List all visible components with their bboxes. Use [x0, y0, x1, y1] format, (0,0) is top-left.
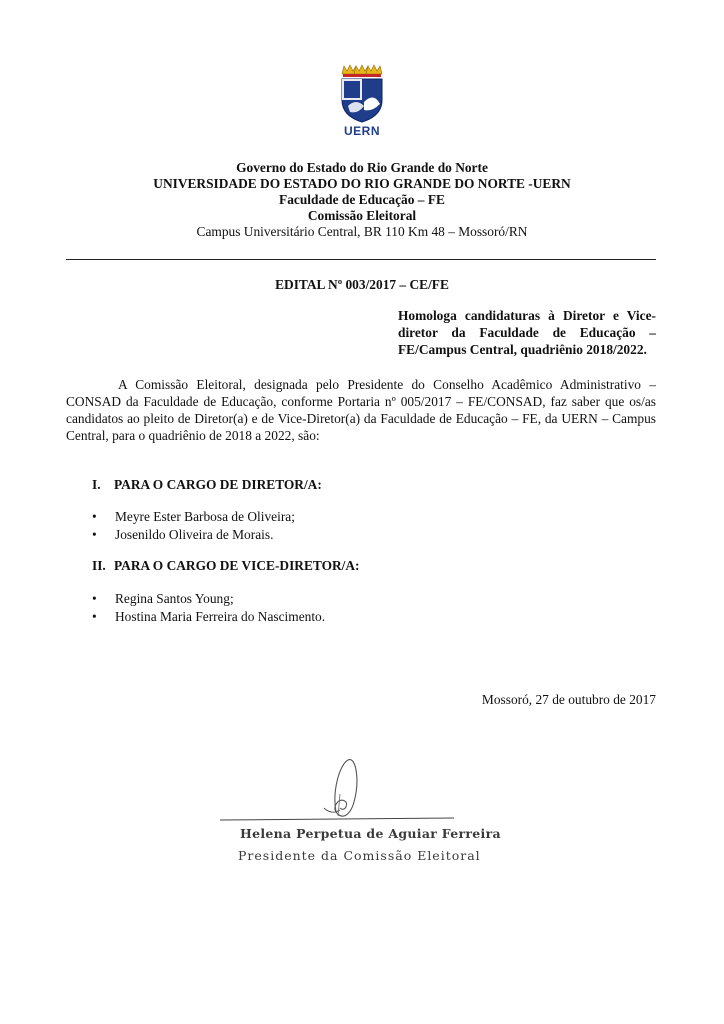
section-number: II.: [92, 558, 106, 573]
intro-paragraph: A Comissão Eleitoral, designada pelo Presidente do Conselho Acadêmico Administrativo – CONSAD da Faculdade de Educação, conforme Portaria nº 005/2017 – FE/CONSAD, faz saber que os/as candidatos ao pleito de Diretor(a) e de Vice-Diretor(a) da Faculdade de Educação – FE, da UERN – Campus Central, para o quadriênio de 2018 a 2022, são:: [66, 377, 656, 443]
candidate-name: Meyre Ester Barbosa de Oliveira;: [115, 509, 295, 524]
section-vice-director-title: [92, 558, 360, 574]
candidate-name: Hostina Maria Ferreira do Nascimento.: [115, 609, 326, 624]
signatory-name: Helena Perpetua de Aguiar Ferreira: [240, 826, 501, 841]
header-line-commission: Comissão Eleitoral: [307, 208, 417, 223]
section-number: I.: [92, 477, 101, 492]
header-divider: [66, 259, 656, 260]
bullet-icon: •: [92, 609, 97, 624]
header-line-address: Campus Universitário Central, BR 110 Km 48 – Mossoró/RN: [196, 224, 528, 239]
header-line-faculty: Faculdade de Educação – FE: [279, 192, 445, 207]
candidate-name: Josenildo Oliveira de Morais.: [115, 527, 274, 542]
candidate-name: Regina Santos Young;: [115, 591, 234, 606]
section-title-text: PARA O CARGO DE DIRETOR/A:: [114, 477, 322, 492]
date-line: Mossoró, 27 de outubro de 2017: [481, 692, 656, 707]
edital-title: EDITAL Nº 003/2017 – CE/FE: [275, 277, 449, 292]
bullet-icon: •: [92, 509, 97, 524]
signatory-role: Presidente da Comissão Eleitoral: [238, 848, 481, 863]
director-candidates-list: [92, 508, 295, 544]
uern-crest-icon: [334, 62, 390, 124]
list-item: [92, 608, 325, 626]
list-item: [92, 590, 325, 608]
logo-text: UERN: [343, 124, 380, 138]
header-line-university: UNIVERSIDADE DO ESTADO DO RIO GRANDE DO NORTE -UERN: [153, 176, 571, 191]
bullet-icon: •: [92, 527, 97, 542]
section-director-title: [92, 477, 322, 493]
uern-logo: [334, 62, 390, 140]
list-item: [92, 508, 295, 526]
edital-ementa: Homologa candidaturas à Diretor e Vice-diretor da Faculdade de Educação – FE/Campus Central, quadriênio 2018/2022.: [398, 308, 656, 357]
bullet-icon: •: [92, 591, 97, 606]
vice-director-candidates-list: [92, 590, 325, 626]
list-item: [92, 526, 295, 544]
section-title-text: PARA O CARGO DE VICE-DIRETOR/A:: [114, 558, 360, 573]
header-line-government: Governo do Estado do Rio Grande do Norte: [236, 160, 488, 175]
